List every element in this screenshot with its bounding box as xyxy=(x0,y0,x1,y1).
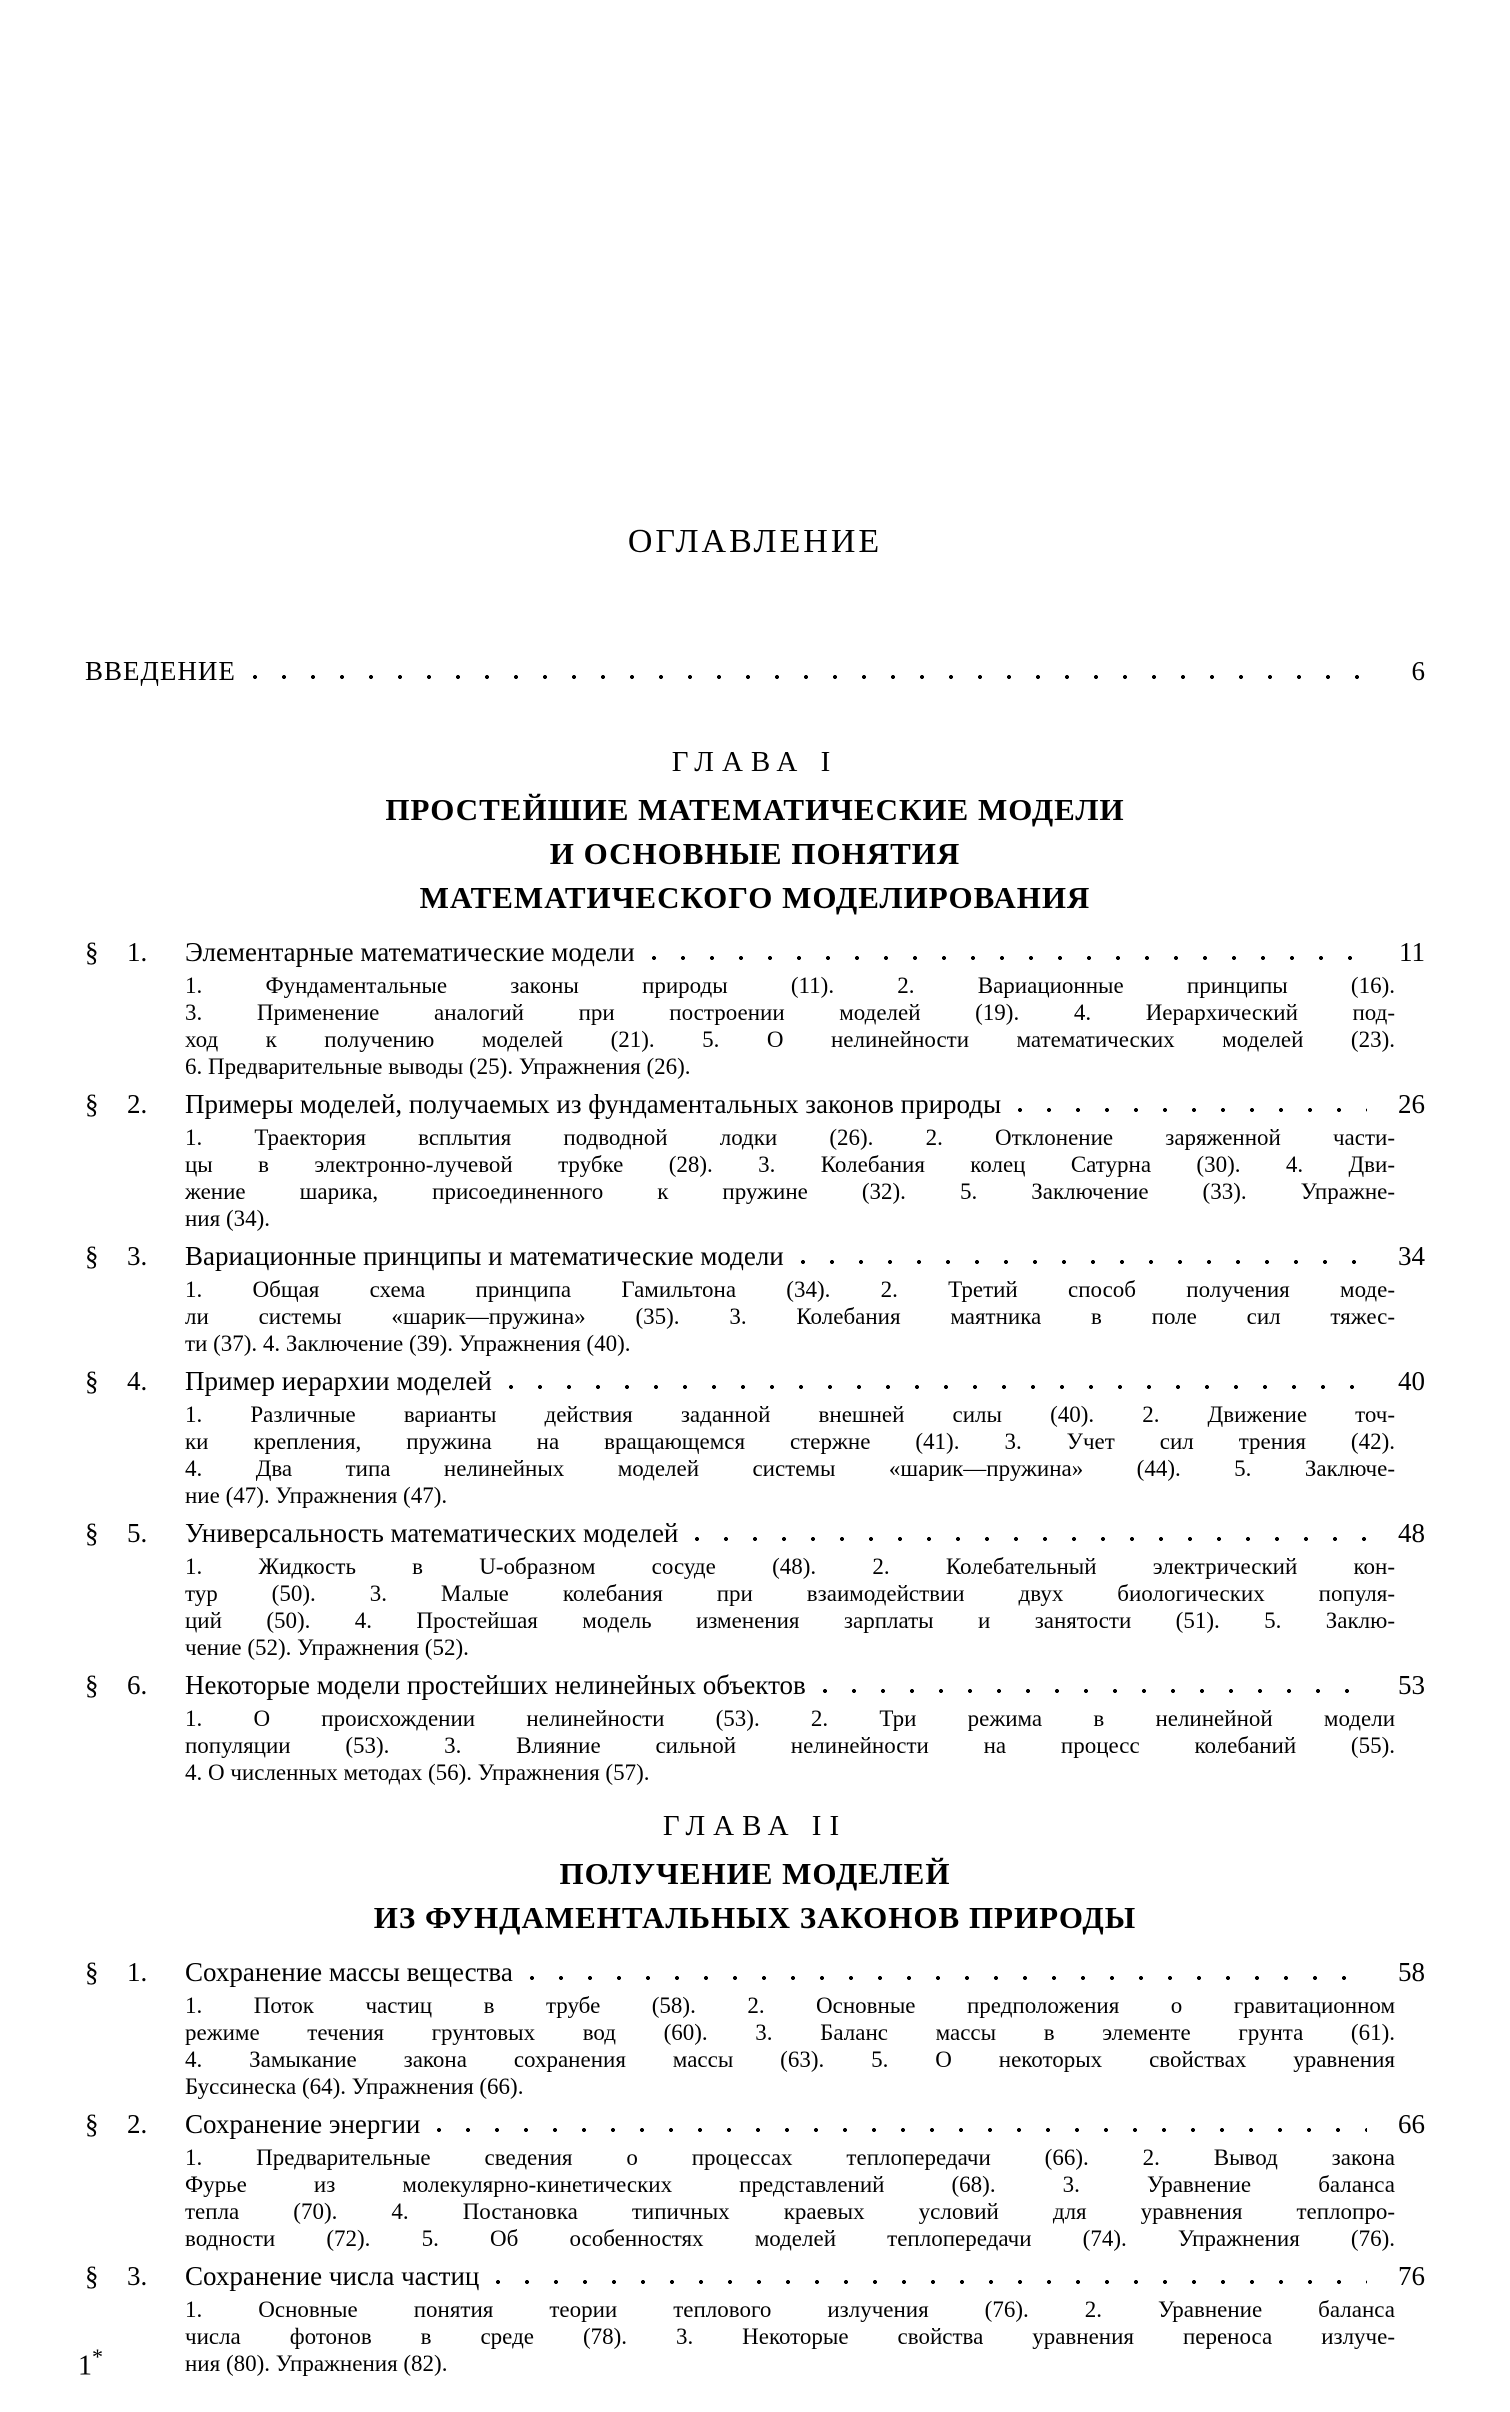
toc-entry xyxy=(85,1363,1425,1399)
detail-line: 1. Основные понятия теории теплового излучения (76). 2. Уравнение баланса xyxy=(185,2297,1395,2322)
detail-line: 4. О численных методах (56). Упражнения (57). xyxy=(185,1760,650,1785)
section-marker: § xyxy=(85,937,99,967)
section-details xyxy=(185,1705,1395,1786)
toc-entry xyxy=(85,1086,1425,1122)
toc-section xyxy=(85,1238,1425,1357)
detail-line: 1. Общая схема принципа Гамильтона (34). 2. Третий способ получения моде- xyxy=(185,1277,1395,1302)
detail-line: цы в электронно-лучевой трубке (28). 3. Колебания колец Сатурна (30). 4. Дви- xyxy=(185,1152,1395,1177)
detail-line: Буссинеска (64). Упражнения (66). xyxy=(185,2074,524,2099)
section-title: Некоторые модели простейших нелинейных объектов xyxy=(185,1670,806,1700)
detail-line: водности (72). 5. Об особенностях моделей теплопередачи (74). Упражнения (76). xyxy=(185,2226,1395,2251)
detail-line: ние (47). Упражнения (47). xyxy=(185,1483,448,1508)
dot-leader xyxy=(1017,1107,1367,1113)
section-marker: § xyxy=(85,2261,99,2291)
detail-line: популяции (53). 3. Влияние сильной нелинейности на процесс колебаний (55). xyxy=(185,1733,1395,1758)
section-title: Пример иерархии моделей xyxy=(185,1366,492,1396)
toc-section xyxy=(85,1515,1425,1661)
section-title: Сохранение числа частиц xyxy=(185,2261,480,2291)
detail-line: 1. Предварительные сведения о процессах теплопередачи (66). 2. Вывод закона xyxy=(185,2145,1395,2170)
dot-leader xyxy=(651,955,1367,961)
detail-line: 1. Фундаментальные законы природы (11). 2. Вариационные принципы (16). xyxy=(185,973,1395,998)
section-page-number: 53 xyxy=(1398,1670,1425,1700)
section-page-number: 66 xyxy=(1398,2109,1425,2139)
chapter-2-title xyxy=(85,1852,1425,1940)
chapter-2-sections xyxy=(85,1954,1425,2377)
toc-entry-introduction xyxy=(85,654,1425,688)
detail-line: 1. Траектория всплытия подводной лодки (26). 2. Отклонение заряженной части- xyxy=(185,1125,1395,1150)
section-details xyxy=(185,1992,1395,2100)
detail-line: 1. Жидкость в U-образном сосуде (48). 2. Колебательный электрический кон- xyxy=(185,1554,1395,1579)
section-page-number: 58 xyxy=(1398,1957,1425,1987)
section-marker: § xyxy=(85,1089,99,1119)
dot-leader xyxy=(252,674,1367,680)
section-number: 2. xyxy=(127,1089,148,1119)
dot-leader xyxy=(508,1384,1367,1390)
detail-line: тепла (70). 4. Постановка типичных краевых условий для уравнения теплопро- xyxy=(185,2199,1395,2224)
toc-entry xyxy=(85,934,1425,970)
detail-line: 1. Различные варианты действия заданной внешней силы (40). 2. Движение точ- xyxy=(185,1402,1395,1427)
detail-line: ки крепления, пружина на вращающемся стержне (41). 3. Учет сил трения (42). xyxy=(185,1429,1395,1454)
chapter-1-title-line: МАТЕМАТИЧЕСКОГО МОДЕЛИРОВАНИЯ xyxy=(419,880,1091,915)
toc-entry xyxy=(85,1954,1425,1990)
section-details xyxy=(185,1401,1395,1509)
chapter-1-sections xyxy=(85,934,1425,1786)
section-number: 3. xyxy=(127,1241,148,1271)
section-title: Вариационные принципы и математические модели xyxy=(185,1241,784,1271)
section-details xyxy=(185,1124,1395,1232)
section-title: Универсальность математических моделей xyxy=(185,1518,679,1548)
chapter-2-title-line: ПОЛУЧЕНИЕ МОДЕЛЕЙ xyxy=(559,1856,951,1891)
toc-section xyxy=(85,1363,1425,1509)
dot-leader xyxy=(822,1688,1367,1694)
chapter-1-heading: ГЛАВА I xyxy=(671,746,839,778)
section-title: Элементарные математические модели xyxy=(185,937,635,967)
section-page-number: 76 xyxy=(1398,2261,1425,2291)
section-details xyxy=(185,972,1395,1080)
dot-leader xyxy=(800,1259,1367,1265)
chapter-2 xyxy=(85,1808,1425,2377)
detail-line: ния (80). Упражнения (82). xyxy=(185,2351,448,2376)
detail-line: 1. Поток частиц в трубе (58). 2. Основные предположения о гравитационном xyxy=(185,1993,1395,2018)
detail-line: ния (34). xyxy=(185,1206,271,1231)
section-number: 3. xyxy=(127,2261,148,2291)
chapter-1-title-line: ПРОСТЕЙШИЕ МАТЕМАТИЧЕСКИЕ МОДЕЛИ xyxy=(385,792,1125,827)
chapter-2-title-line: ИЗ ФУНДАМЕНТАЛЬНЫХ ЗАКОНОВ ПРИРОДЫ xyxy=(373,1900,1137,1935)
detail-line: ли системы «шарик—пружина» (35). 3. Колебания маятника в поле сил тяжес- xyxy=(185,1304,1395,1329)
detail-line: жение шарика, присоединенного к пружине (32). 5. Заключение (33). Упражне- xyxy=(185,1179,1395,1204)
section-marker: § xyxy=(85,1366,99,1396)
toc-section xyxy=(85,1667,1425,1786)
toc-section xyxy=(85,2106,1425,2252)
section-number: 1. xyxy=(127,1957,148,1987)
dot-leader xyxy=(436,2127,1367,2133)
detail-line: ций (50). 4. Простейшая модель изменения зарплаты и занятости (51). 5. Заклю- xyxy=(185,1608,1395,1633)
toc-section xyxy=(85,2258,1425,2377)
section-details xyxy=(185,2144,1395,2252)
detail-line: ход к получению моделей (21). 5. О нелинейности математических моделей (23). xyxy=(185,1027,1395,1052)
section-number: 5. xyxy=(127,1518,148,1548)
dot-leader xyxy=(694,1536,1367,1542)
section-page-number: 11 xyxy=(1399,937,1425,967)
section-marker: § xyxy=(85,2109,99,2139)
toc-section xyxy=(85,1086,1425,1232)
detail-line: числа фотонов в среде (78). 3. Некоторые свойства уравнения переноса излуче- xyxy=(185,2324,1395,2349)
detail-line: ти (37). 4. Заключение (39). Упражнения (40). xyxy=(185,1331,631,1356)
page-title: ОГЛАВЛЕНИЕ xyxy=(627,523,883,560)
toc-entry xyxy=(85,1515,1425,1551)
section-details xyxy=(185,1553,1395,1661)
section-number: 1. xyxy=(127,937,148,967)
toc-page xyxy=(85,0,1425,2383)
toc-entry xyxy=(85,1667,1425,1703)
detail-line: Фурье из молекулярно-кинетических представлений (68). 3. Уравнение баланса xyxy=(185,2172,1395,2197)
dot-leader xyxy=(529,1975,1367,1981)
toc-section xyxy=(85,1954,1425,2100)
section-number: 6. xyxy=(127,1670,148,1700)
chapter-1 xyxy=(85,744,1425,1786)
chapter-1-title xyxy=(85,788,1425,920)
signature-mark: 1* xyxy=(78,2344,103,2382)
detail-line: режиме течения грунтовых вод (60). 3. Баланс массы в элементе грунта (61). xyxy=(185,2020,1395,2045)
section-marker: § xyxy=(85,1670,99,1700)
signature-mark-asterisk: * xyxy=(92,2344,103,2369)
section-number: 4. xyxy=(127,1366,148,1396)
detail-line: 6. Предварительные выводы (25). Упражнения (26). xyxy=(185,1054,691,1079)
section-marker: § xyxy=(85,1241,99,1271)
chapter-2-heading: ГЛАВА II xyxy=(662,1810,848,1842)
detail-line: 1. О происхождении нелинейности (53). 2. Три режима в нелинейной модели xyxy=(185,1706,1395,1731)
section-page-number: 26 xyxy=(1398,1089,1425,1119)
section-page-number: 34 xyxy=(1398,1241,1425,1271)
section-title: Примеры моделей, получаемых из фундаментальных законов природы xyxy=(185,1089,1002,1119)
detail-line: тур (50). 3. Малые колебания при взаимодействии двух биологических популя- xyxy=(185,1581,1395,1606)
toc-entry xyxy=(85,2106,1425,2142)
section-details xyxy=(185,2296,1395,2377)
toc-section xyxy=(85,934,1425,1080)
toc-entry xyxy=(85,1238,1425,1274)
section-page-number: 48 xyxy=(1398,1518,1425,1548)
chapter-1-title-line: И ОСНОВНЫЕ ПОНЯТИЯ xyxy=(549,836,961,871)
introduction-page-number: 6 xyxy=(1411,656,1425,686)
detail-line: 4. Два типа нелинейных моделей системы «шарик—пружина» (44). 5. Заключе- xyxy=(185,1456,1395,1481)
section-marker: § xyxy=(85,1518,99,1548)
introduction-label: ВВЕДЕНИЕ xyxy=(85,656,236,686)
toc-entry xyxy=(85,2258,1425,2294)
detail-line: 3. Применение аналогий при построении моделей (19). 4. Иерархический под- xyxy=(185,1000,1395,1025)
detail-line: чение (52). Упражнения (52). xyxy=(185,1635,469,1660)
section-title: Сохранение энергии xyxy=(185,2109,421,2139)
detail-line: 4. Замыкание закона сохранения массы (63). 5. О некоторых свойствах уравнения xyxy=(185,2047,1395,2072)
section-page-number: 40 xyxy=(1398,1366,1425,1396)
section-title: Сохранение массы вещества xyxy=(185,1957,513,1987)
section-marker: § xyxy=(85,1957,99,1987)
section-details xyxy=(185,1276,1395,1357)
dot-leader xyxy=(495,2279,1367,2285)
section-number: 2. xyxy=(127,2109,148,2139)
